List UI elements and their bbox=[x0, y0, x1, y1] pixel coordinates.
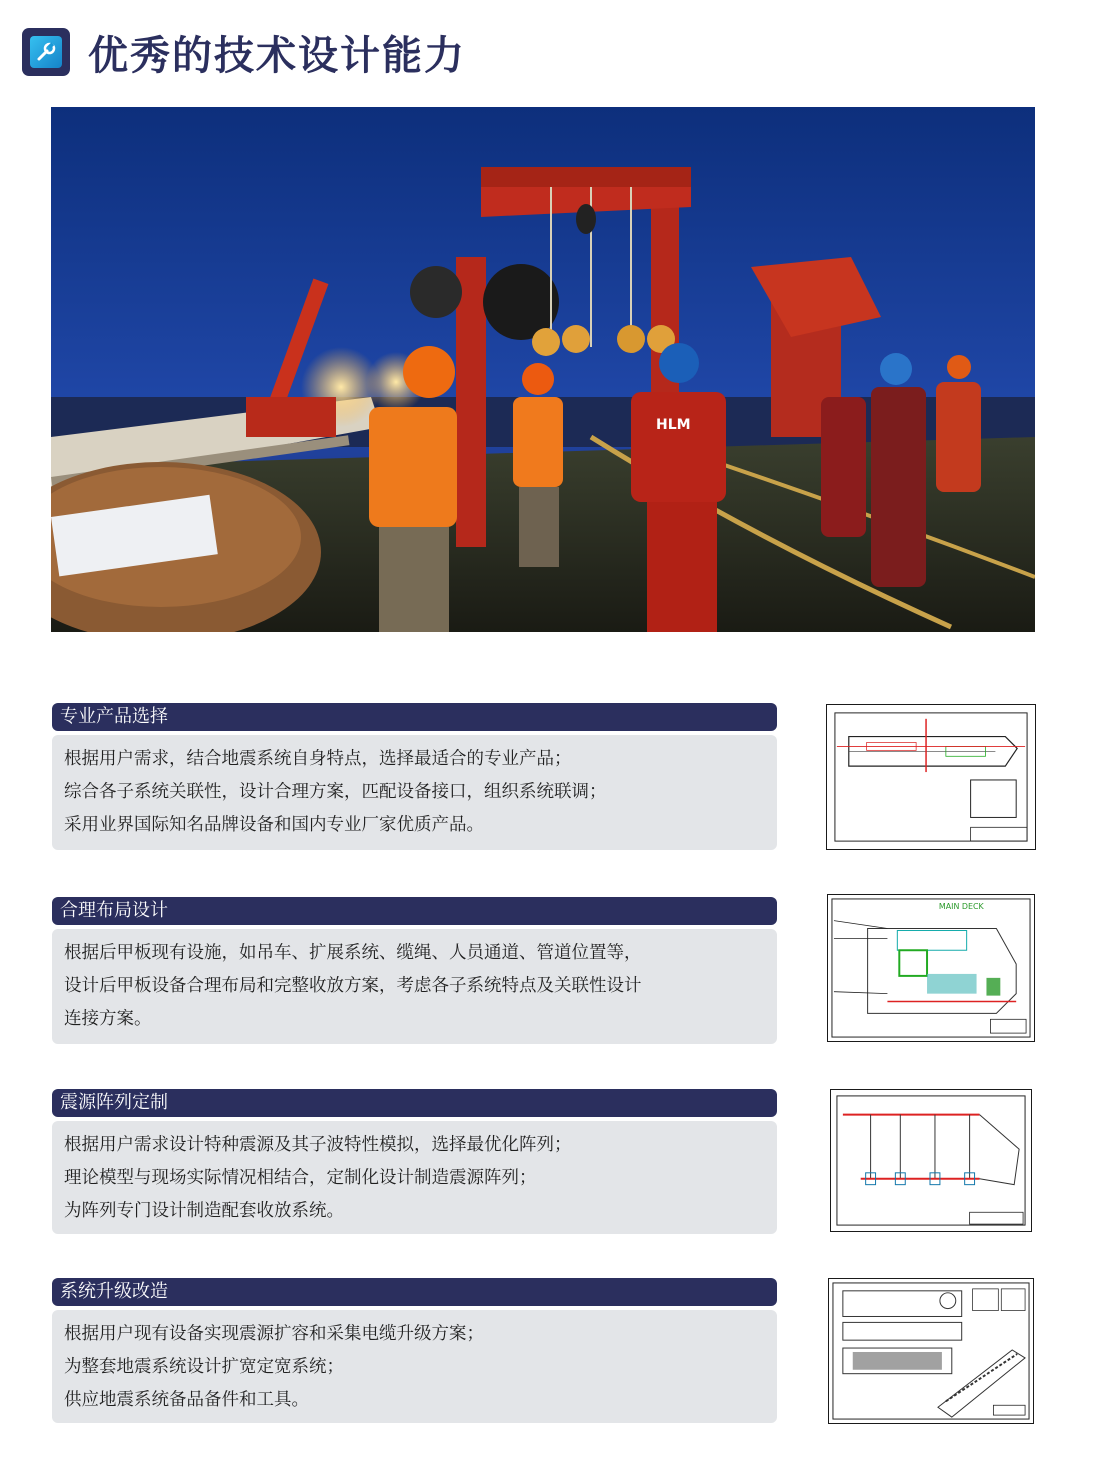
drawing-vessel-profile bbox=[826, 704, 1036, 850]
section-line: 为阵列专门设计制造配套收放系统。 bbox=[64, 1201, 344, 1221]
drawing-upgrade-equipment bbox=[828, 1278, 1034, 1424]
hero-photo bbox=[51, 107, 1035, 632]
section-line: 根据用户现有设备实现震源扩容和采集电缆升级方案； bbox=[64, 1324, 484, 1344]
section-line: 供应地震系统备品备件和工具。 bbox=[64, 1390, 309, 1410]
section-heading: 专业产品选择 bbox=[52, 703, 777, 731]
wrench-icon bbox=[30, 36, 62, 68]
section-heading: 合理布局设计 bbox=[52, 897, 777, 925]
drawing-main-deck bbox=[827, 894, 1035, 1042]
page-title: 优秀的技术设计能力 bbox=[88, 32, 466, 79]
section-line: 根据用户需求，结合地震系统自身特点，选择最适合的专业产品； bbox=[64, 749, 572, 769]
section-product-selection bbox=[52, 703, 777, 850]
section-body bbox=[52, 1310, 777, 1423]
drawing-source-array bbox=[830, 1089, 1032, 1232]
section-line: 为整套地震系统设计扩宽定宽系统； bbox=[64, 1357, 344, 1377]
section-line: 理论模型与现场实际情况相结合，定制化设计制造震源阵列； bbox=[64, 1168, 537, 1188]
section-line: 根据后甲板现有设施，如吊车、扩展系统、缆绳、人员通道、管道位置等， bbox=[64, 943, 642, 963]
section-body bbox=[52, 929, 777, 1044]
section-line: 根据用户需求设计特种震源及其子波特性模拟，选择最优化阵列； bbox=[64, 1135, 572, 1155]
section-body bbox=[52, 1121, 777, 1234]
section-heading: 系统升级改造 bbox=[52, 1278, 777, 1306]
section-layout-design bbox=[52, 897, 777, 1044]
deck-label: MAIN DECK bbox=[938, 901, 984, 911]
section-logo bbox=[22, 28, 70, 76]
section-line: 连接方案。 bbox=[64, 1009, 152, 1029]
section-source-array bbox=[52, 1089, 777, 1234]
section-heading: 震源阵列定制 bbox=[52, 1089, 777, 1117]
section-line: 采用业界国际知名品牌设备和国内专业厂家优质产品。 bbox=[64, 815, 484, 835]
page-header bbox=[22, 24, 466, 80]
section-body bbox=[52, 735, 777, 850]
section-system-upgrade bbox=[52, 1278, 777, 1423]
section-line: 综合各子系统关联性，设计合理方案，匹配设备接口，组织系统联调； bbox=[64, 782, 607, 802]
vest-text: HLM bbox=[656, 417, 691, 433]
section-line: 设计后甲板设备合理布局和完整收放方案，考虑各子系统特点及关联性设计 bbox=[64, 976, 642, 996]
